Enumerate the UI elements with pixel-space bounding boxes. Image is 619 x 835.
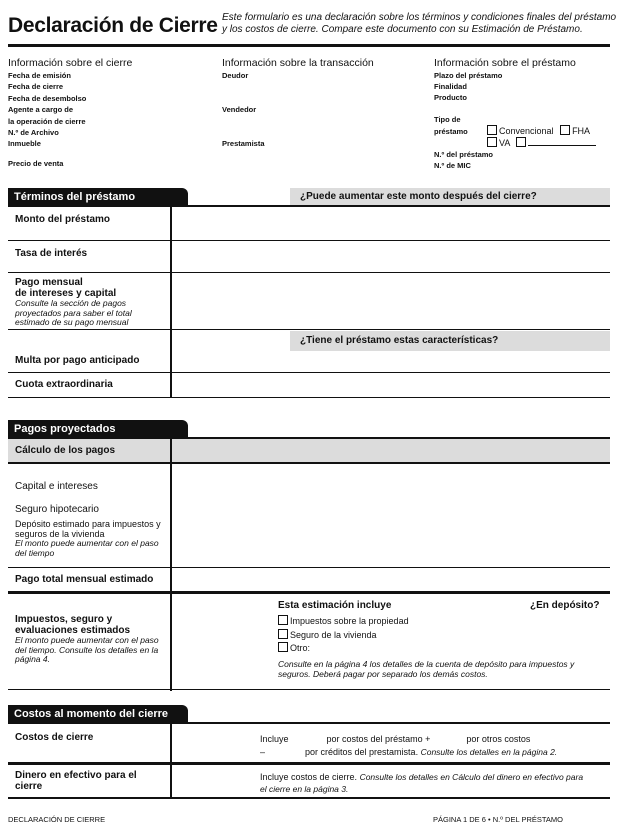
escrow-detail-note: Consulte en la página 4 los detalles de la cuenta de depósito para impuestos y seguros. Deberá pagar por separado los demás costos.: [278, 659, 575, 679]
text: Incluye costos de cierre.: [260, 772, 358, 782]
checkbox-other-type[interactable]: [516, 137, 526, 147]
other-type-input[interactable]: [528, 145, 596, 146]
row-payment-calc: Cálculo de los pagos: [15, 445, 116, 456]
column-divider: [170, 205, 172, 398]
option-label: VA: [499, 138, 510, 148]
row-escrow: [15, 519, 165, 558]
label: Otro:: [290, 643, 311, 653]
estimate-includes: Esta estimación incluye: [278, 600, 392, 611]
checkbox-va[interactable]: [487, 137, 497, 147]
note: Consulte los detalles en Cálculo del dinero en efectivo para el cierre en la página 3.: [260, 772, 584, 794]
checkbox-other[interactable]: [278, 642, 288, 652]
row-principal-interest: Capital e intereses: [15, 481, 98, 492]
note: El monto puede aumentar con el paso del tiempo: [15, 538, 159, 558]
field-issue-date: Fecha de emisión: [8, 71, 71, 80]
closing-costs-text: [260, 733, 610, 759]
divider: [8, 591, 610, 594]
divider: [8, 272, 610, 273]
field-lender: Prestamista: [222, 139, 265, 148]
divider: [8, 240, 610, 241]
loan-info-heading: Información sobre el préstamo: [434, 57, 576, 69]
divider: [8, 722, 610, 724]
option-label: Convencional: [499, 126, 554, 136]
field-loan-type: Tipo de: [434, 115, 461, 124]
row-taxes-insurance: [15, 614, 165, 665]
checkbox-property-taxes[interactable]: [278, 615, 288, 625]
row-mortgage-insurance: Seguro hipotecario: [15, 504, 99, 515]
tab-loan-terms: Términos del préstamo: [8, 188, 188, 206]
footer-left: DECLARACIÓN DE CIERRE: [8, 815, 106, 824]
field-loan-id: N.º del préstamo: [434, 150, 494, 159]
row-monthly-payment: [15, 277, 165, 328]
label: Impuestos, seguro y evaluaciones estimados: [15, 614, 131, 636]
field-closing-date: Fecha de cierre: [8, 82, 64, 92]
text: –: [260, 747, 266, 757]
field-seller: Vendedor: [222, 105, 257, 114]
note: Consulte los detalles en la página 2.: [420, 747, 558, 757]
field-loan-type-2: préstamo: [434, 127, 468, 136]
field-disbursement-date: Fecha de desembolso: [8, 93, 87, 103]
question-increase: ¿Puede aumentar este monto después del cierre?: [290, 188, 610, 205]
option-label: FHA: [572, 126, 591, 136]
divider: [8, 462, 610, 464]
column-divider: [170, 722, 172, 798]
loan-type-row-1: [487, 125, 590, 136]
tab-projected-payments: Pagos proyectados: [8, 420, 188, 438]
field-purpose: Finalidad: [434, 82, 467, 91]
tab-costs-at-closing: Costos al momento del cierre: [8, 705, 188, 723]
label: Pago mensual: [15, 277, 83, 288]
includes-list: [278, 615, 409, 656]
field-settlement-agent: Agente a cargo de: [8, 105, 74, 115]
footer-page-number: PÁGINA 1 DE 6 • N.º DEL PRÉSTAMO: [433, 815, 563, 824]
divider: [8, 797, 610, 799]
divider: [8, 44, 610, 47]
divider: [8, 689, 610, 690]
divider: [8, 762, 610, 765]
label: Depósito estimado para impuestos y seguros de la vivienda: [15, 519, 161, 539]
divider: [8, 329, 610, 330]
field-file-number: N.º de Archivo: [8, 128, 59, 138]
field-settlement-agent-2: la operación de cierre: [8, 116, 86, 126]
column-divider: [170, 439, 172, 691]
text: por otros costos: [466, 734, 531, 744]
field-loan-term: Plazo del préstamo: [434, 71, 503, 80]
row-total-monthly: Pago total mensual estimado: [15, 574, 154, 585]
label: de intereses y capital: [15, 288, 117, 299]
page-title: Declaración de Cierre: [8, 14, 218, 37]
text: por costos del préstamo +: [326, 734, 431, 744]
divider: [8, 205, 610, 207]
field-product: Producto: [434, 93, 467, 102]
row-prepayment-penalty: Multa por pago anticipado: [15, 355, 140, 366]
row-loan-amount: Monto del préstamo: [15, 214, 111, 225]
text: Incluye: [260, 734, 289, 744]
row-interest-rate: Tasa de interés: [15, 248, 88, 259]
text: por créditos del prestamista.: [305, 747, 419, 757]
checkbox-homeowners-insurance[interactable]: [278, 629, 288, 639]
divider: [8, 397, 610, 398]
field-sale-price: Precio de venta: [8, 159, 64, 168]
field-property: Inmueble: [8, 139, 41, 149]
question-features: ¿Tiene el préstamo estas características?: [290, 331, 610, 351]
in-escrow-heading: ¿En depósito?: [530, 600, 600, 611]
transaction-info-heading: Información sobre la transacción: [222, 57, 374, 69]
field-borrower: Deudor: [222, 71, 249, 80]
checkbox-fha[interactable]: [560, 125, 570, 135]
divider: [8, 372, 610, 373]
loan-type-row-2: [487, 137, 596, 148]
row-closing-costs: Costos de cierre: [15, 732, 94, 743]
cash-to-close-text: [260, 771, 590, 795]
note: Consulte la sección de pagos proyectados para saber el total estimado de su pago mensual: [15, 298, 132, 327]
row-cash-to-close: Dinero en efectivo para el cierre: [15, 770, 137, 792]
row-balloon-payment: Cuota extraordinaria: [15, 379, 113, 390]
intro-text: Este formulario es una declaración sobre los términos y condiciones finales del préstamo y los costos de cierre. Compare este documento con su Estimación de Préstamo.: [222, 12, 617, 35]
closing-info-fields: [8, 70, 86, 150]
label: Seguro de la vivienda: [290, 629, 377, 640]
note: El monto puede aumentar con el paso del tiempo. Consulte los detalles en la página 4.: [15, 635, 159, 664]
label: Impuestos sobre la propiedad: [290, 616, 409, 626]
checkbox-conventional[interactable]: [487, 125, 497, 135]
field-mic: N.º de MIC: [434, 161, 471, 170]
closing-info-heading: Información sobre el cierre: [8, 57, 133, 69]
divider: [8, 567, 610, 568]
